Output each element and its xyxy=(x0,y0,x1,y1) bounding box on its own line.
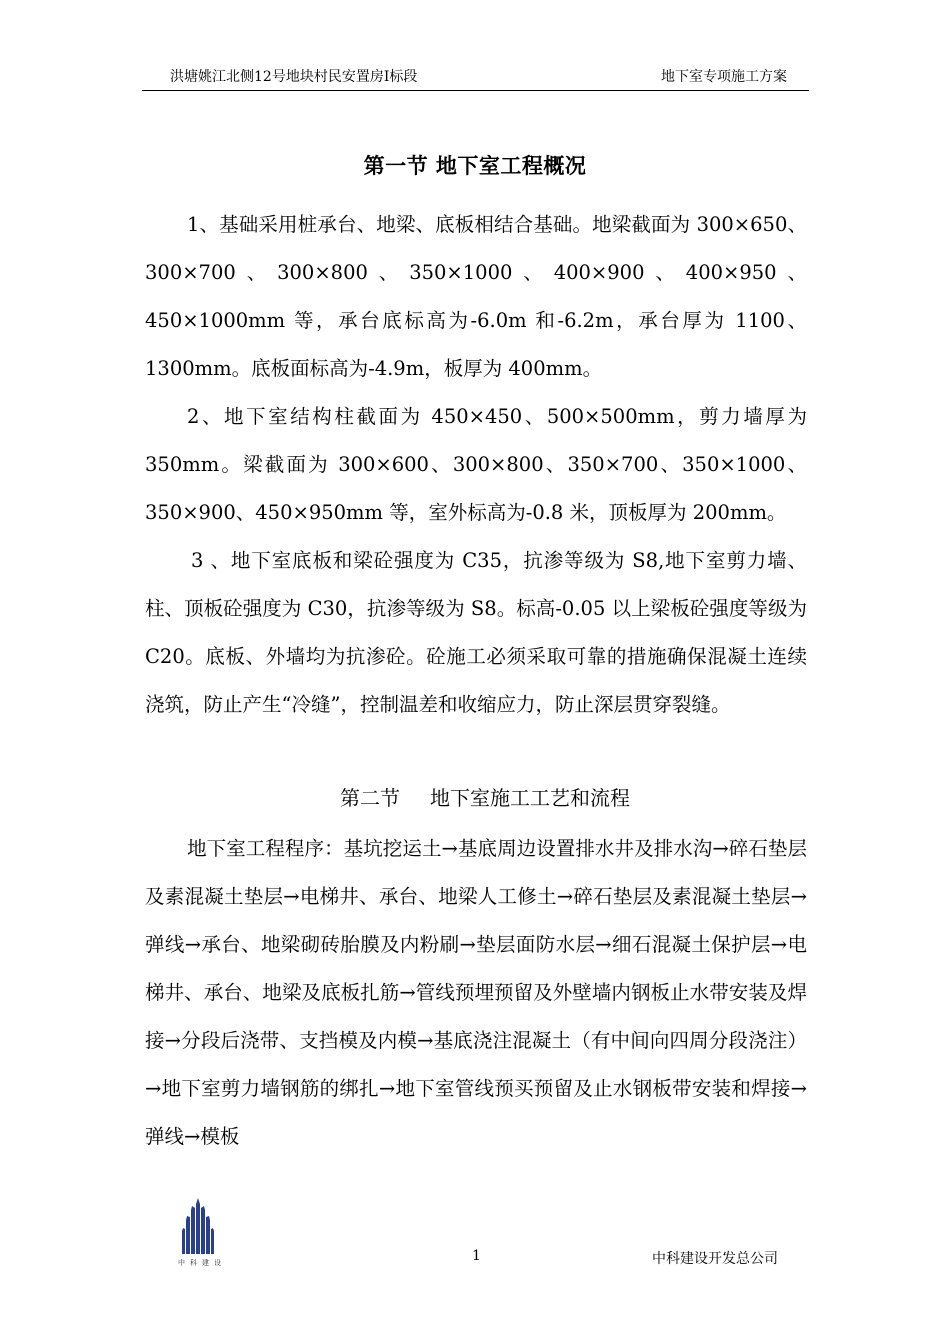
section-2-heading: 地下室施工工艺和流程 xyxy=(430,786,630,810)
section-2-title xyxy=(0,778,950,818)
page-number: 1 xyxy=(472,1248,481,1264)
paragraph-procedure-text: 地下室工程程序：基坑挖运土→基底周边设置排水井及排水沟→碎石垫层及素混凝土垫层→电梯井、承台、地梁人工修土→碎石垫层及素混凝土垫层→弹线→承台、地梁砌砖胎膜及内粉刷→垫层面防水层→细石混凝土保护层→电梯井、承台、地梁及底板扎筋→管线预埋预留及外壁墙内钢板止水带安装及焊接→分段后浇带、支挡模及内模→基底浇注混凝土（有中间向四周分段浇注）→地下室剪力墙钢筋的绑扎→地下室管线预买预留及止水钢板带安装和焊接→弹线→模板 xyxy=(145,837,807,1148)
paragraph-procedure xyxy=(145,825,807,1161)
footer-company-name: 中科建设开发总公司 xyxy=(652,1251,778,1267)
section-2-number: 第二节 xyxy=(340,786,400,810)
paragraph-foundation-text: 1、基础采用桩承台、地梁、底板相结合基础。地梁截面为 300×650、300×700、300×800、350×1000、400×900、400×950、450×1000mm 等，承台底标高为-6.0m 和-6.2m，承台厚为 1100、1300mm。底板面标高为-4.9m，板厚为 400mm。 xyxy=(145,213,807,380)
header-document-title: 地下室专项施工方案 xyxy=(661,69,787,85)
paragraph-concrete xyxy=(145,537,807,729)
section-1-title: 第一节 地下室工程概况 xyxy=(363,154,587,178)
logo-caption: 中科建设 xyxy=(178,1259,226,1267)
paragraph-foundation xyxy=(145,201,807,393)
paragraph-structure-text: 2、地下室结构柱截面为 450×450、500×500mm，剪力墙厚为 350mm。梁截面为 300×600、300×800、350×700、350×1000、350×900、450×950mm 等，室外标高为-0.8 米，顶板厚为 200mm。 xyxy=(145,405,807,524)
paragraph-structure xyxy=(145,393,807,537)
paragraph-concrete-text: 3 、地下室底板和梁砼强度为 C35，抗渗等级为 S8,地下室剪力墙、柱、顶板砼强度为 C30，抗渗等级为 S8。标高-0.05 以上梁板砼强度等级为 C20。底板、外墙均为抗渗砼。砼施工必须采取可靠的措施确保混凝土连续浇筑，防止产生“冷缝”，控制温差和收缩应力，防止深层贯穿裂缝。 xyxy=(145,549,807,716)
page-header xyxy=(142,60,809,91)
header-project-name: 洪塘姚江北侧12号地块村民安置房Ⅰ标段 xyxy=(170,69,418,85)
